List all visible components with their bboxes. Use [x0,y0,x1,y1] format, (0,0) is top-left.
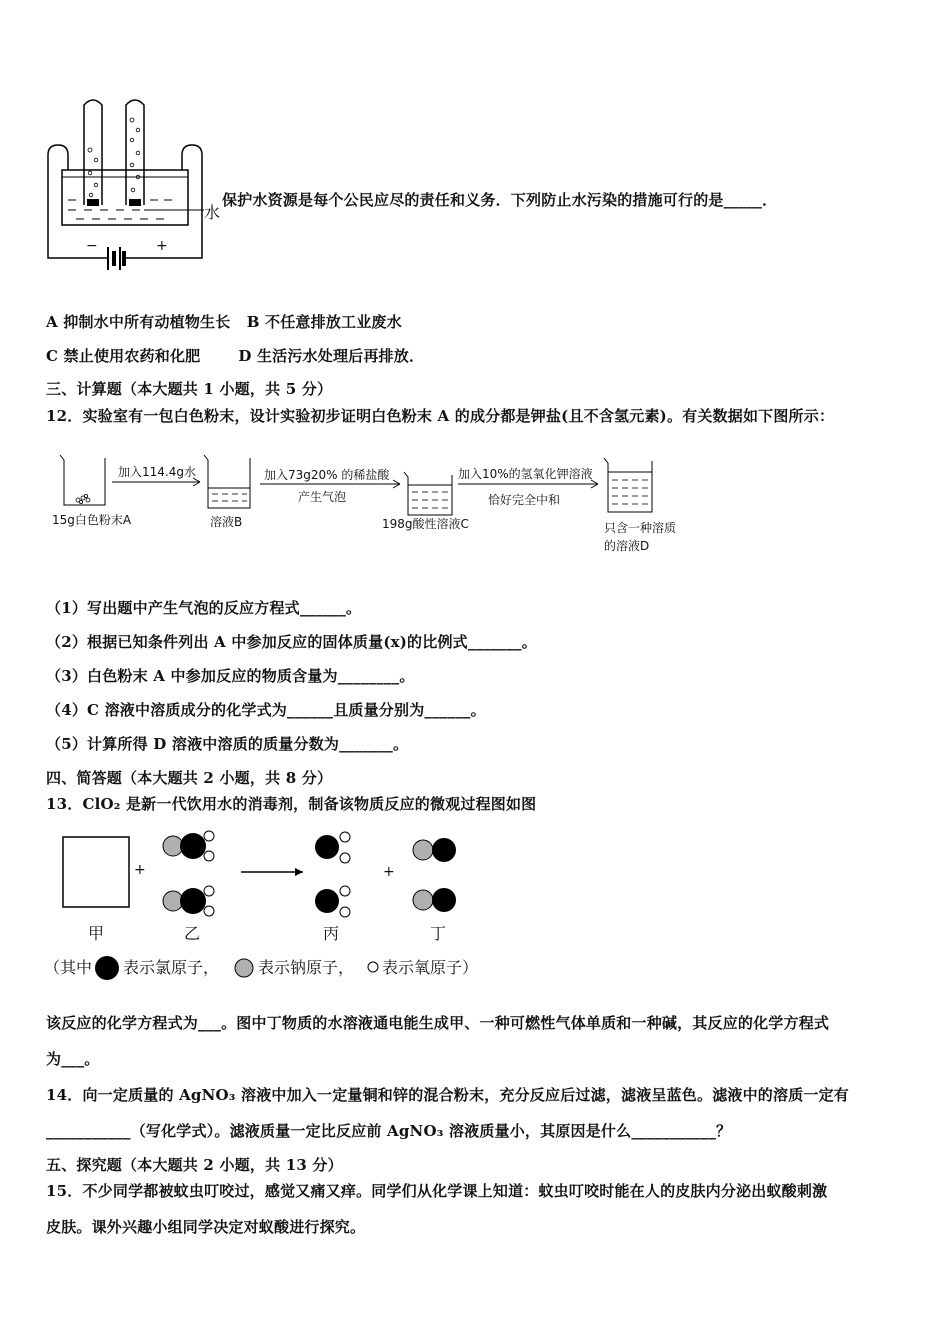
molecule-yi-bottom [163,886,214,916]
q14-line-1: 14．向一定质量的 AgNO₃ 溶液中加入一定量铜和锌的混合粉末，充分反应后过滤，滤液呈蓝色。滤液中的溶质一定有 [46,1086,849,1104]
q11-question: 保护水资源是每个公民应尽的责任和义务．下列防止水污染的措施可行的是_____． [222,191,778,209]
molecule-yi-top [163,831,214,861]
molecule-bing-bottom [315,886,350,917]
q12-stem: 12．实验室有一包白色粉末，设计实验初步证明白色粉末 A 的成分都是钾盐(且不含氢元素)。有关数据如下图所示： [46,407,835,425]
flow-label-a: 15g白色粉末A [52,513,132,527]
q14-line-2: ___________（写化学式）。滤液质量一定比反应前 AgNO₃ 溶液质量小，其原因是什么___________？ [46,1122,732,1140]
plus-sign: + [156,238,168,254]
molecule-bing-top [315,832,350,863]
label-bing: 丙 [323,924,340,943]
flow-arrow3-bottom: 恰好完全中和 [488,493,561,507]
legend-prefix: （其中 [44,958,93,977]
legend-cl: 表示氯原子， [123,958,220,977]
label-jia: 甲 [88,924,105,943]
molecule-plus-1: + [134,862,146,878]
q11-options-1: A 抑制水中所有动植物生长 B 不任意排放工业废水 [46,313,402,331]
flow-arrow3-top: 加入10%的氢氧化钾溶液 [458,467,593,481]
minus-sign: − [86,238,98,254]
legend-na: 表示钠原子， [258,958,355,977]
section5-heading: 五、探究题（本大题共 2 小题，共 13 分） [46,1156,343,1174]
flow-arrow2-bottom: 产生气泡 [298,490,347,504]
q13-text-2: 为___。 [46,1050,100,1068]
label-ding: 丁 [430,924,447,943]
molecule-plus-2: + [383,864,395,880]
molecule-ding-bottom [413,888,456,912]
label-yi: 乙 [184,924,201,943]
q11-options-2: C 禁止使用农药和化肥 D 生活污水处理后再排放． [46,347,425,365]
q12-part-4: （4）C 溶液中溶质成分的化学式为______且质量分别为______。 [46,701,486,719]
legend-na-atom [233,957,255,979]
water-label: 水 [204,203,221,222]
legend-cl-atom [93,955,121,981]
electrolysis-apparatus [40,95,230,285]
q12-part-3: （3）白色粉末 A 中参加反应的物质含量为________。 [46,667,415,685]
section3-heading: 三、计算题（本大题共 1 小题，共 5 分） [46,380,333,398]
flow-label-d1: 只含一种溶质 [604,521,677,535]
legend-o-atom [366,960,380,974]
flow-arrow1-label: 加入114.4g水 [118,465,196,479]
q12-part-2: （2）根据已知条件列出 A 中参加反应的固体质量(x)的比例式_______。 [46,633,537,651]
molecule-ding-top [413,838,456,862]
legend-o: 表示氧原子） [382,958,479,977]
q12-part-1: （1）写出题中产生气泡的反应方程式______。 [46,599,362,617]
section4-heading: 四、简答题（本大题共 2 小题，共 8 分） [46,769,333,787]
q15-line-2: 皮肤。课外兴趣小组同学决定对蚁酸进行探究。 [46,1218,366,1236]
q13-text-1: 该反应的化学方程式为___。图中丁物质的水溶液通电能生成甲、一种可燃性气体单质和一种碱，其反应的化学方程式 [46,1014,830,1032]
flow-label-d2: 的溶液D [604,539,650,553]
flow-label-c: 198g酸性溶液C [382,517,469,531]
q15-line-1: 15．不少同学都被蚊虫叮咬过，感觉又痛又痒。同学们从化学课上知道：蚊虫叮咬时能在人的皮肤内分泌出蚁酸刺激 [46,1182,828,1200]
flow-label-b: 溶液B [210,515,243,529]
q12-part-5: （5）计算所得 D 溶液中溶质的质量分数为_______。 [46,735,409,753]
q13-stem: 13．ClO₂ 是新一代饮用水的消毒剂，制备该物质反应的微观过程图如图 [46,795,537,813]
molecule-diagram [55,825,475,925]
flow-arrow2-top: 加入73g20% 的稀盐酸 [264,468,390,482]
